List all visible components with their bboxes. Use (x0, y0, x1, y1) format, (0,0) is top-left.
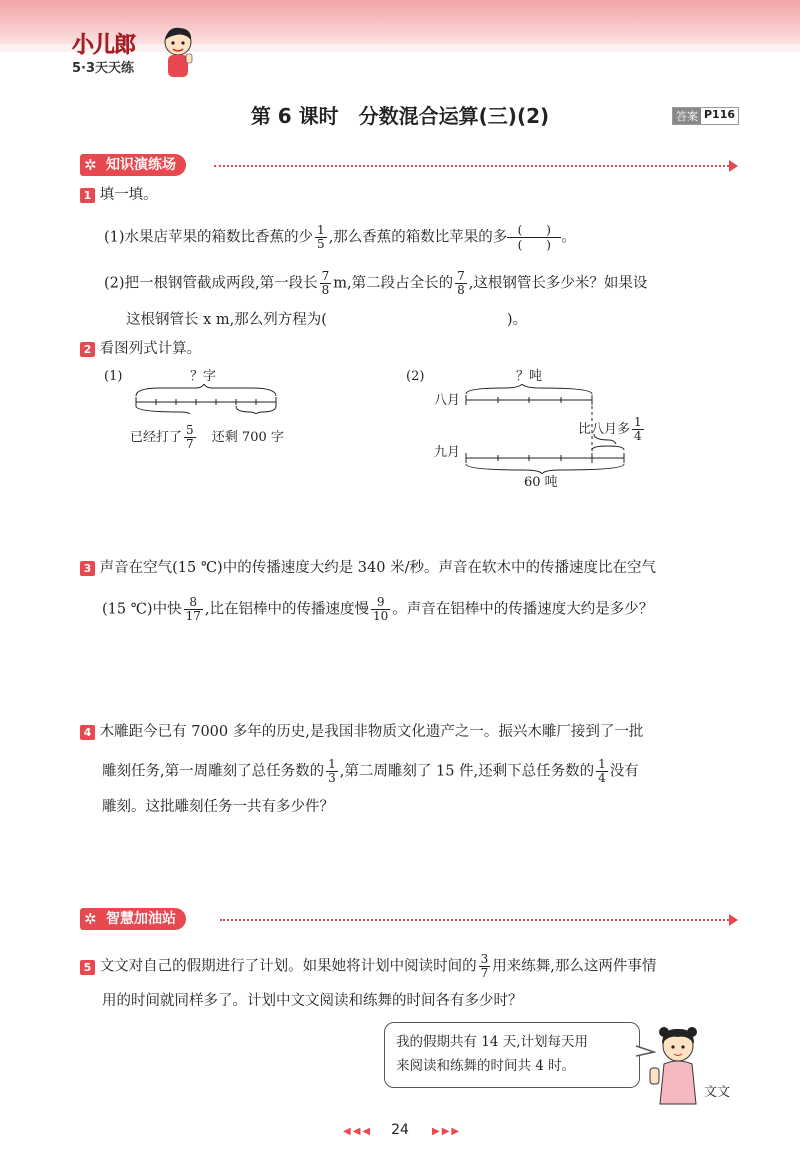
text: 这根钢管长 x m,那么列方程为( (126, 312, 327, 328)
question-text: 填一填。 (99, 187, 158, 203)
fraction (326, 758, 338, 785)
question-text: 文文对自己的假期进行了计划。如果她将计划中阅读时间的 (99, 958, 477, 975)
q5-line1 (80, 953, 656, 980)
arrow-right-icon (729, 914, 738, 926)
diagram1-label: (1) (104, 369, 123, 384)
page-number: 24 (391, 1122, 409, 1138)
answer-page: P116 (704, 108, 736, 121)
fraction (479, 953, 491, 980)
q1-stem (80, 184, 158, 206)
q2-stem (80, 338, 201, 360)
bolt-icon: ✲ (84, 910, 97, 928)
section-title-challenge: 智慧加油站 (106, 911, 176, 927)
section-header-challenge (80, 908, 186, 930)
question-text: 木雕距今已有 7000 多年的历史,是我国非物质文化遗产之一。振兴木雕厂接到了一批 (99, 724, 644, 740)
q3-line2 (102, 596, 653, 623)
brand-main: 小儿郎 (72, 33, 136, 58)
text: 。 (561, 229, 576, 246)
numerator: 7 (457, 269, 465, 283)
brand-logo (72, 28, 135, 76)
section-divider (220, 919, 729, 921)
text: )。 (506, 312, 528, 328)
numerator: 9 (371, 596, 390, 610)
question-number: 3 (80, 561, 95, 576)
denominator: 10 (373, 609, 389, 623)
numerator: 5 (186, 423, 194, 437)
numerator: 1 (328, 757, 336, 771)
answer-label: 答案 (673, 108, 701, 124)
girl-wenwen-icon (648, 1018, 706, 1108)
q1-part1 (104, 223, 576, 252)
numerator: 7 (321, 269, 330, 283)
numerator: ( ) (507, 223, 561, 238)
q1-part2-line2 (126, 309, 527, 331)
question-text: 声音在空气(15 ℃)中的传播速度大约是 340 米/秒。声音在软木中的传播速度比在空气 (99, 560, 656, 576)
diagram2-row-august: 八月 (434, 393, 461, 408)
answer-blank-fraction[interactable] (507, 223, 561, 252)
fraction (596, 758, 608, 785)
section-title-practice: 知识演练场 (106, 157, 176, 173)
text: 已经打了 (130, 430, 183, 445)
fraction (371, 596, 390, 623)
numerator: 3 (480, 952, 489, 966)
text: (1)水果店苹果的箱数比香蕉的少 (104, 229, 314, 246)
fraction (184, 424, 196, 451)
diagram1-caption (130, 424, 284, 451)
diagram2-compare (578, 416, 646, 443)
text: 比八月多 (578, 422, 631, 437)
denominator: 4 (634, 429, 642, 443)
text: ,那么香蕉的箱数比苹果的多 (328, 229, 508, 246)
answer-reference (672, 107, 739, 125)
fraction (320, 270, 332, 297)
text: ,第二周雕刻了 15 件,还剩下总任务数的 (339, 763, 595, 780)
diagram1-unknown: ？字 (190, 369, 217, 384)
text: 用来练舞,那么这两件事情 (492, 958, 657, 975)
q1-part2 (104, 270, 647, 297)
question-number: 4 (80, 725, 95, 740)
text: m,第二段占全长的 (333, 275, 454, 292)
question-number: 1 (80, 188, 95, 203)
question-text: 看图列式计算。 (99, 341, 202, 357)
text: (15 ℃)中快 (102, 601, 182, 618)
text: 还剩 700 字 (211, 430, 284, 445)
numerator: 8 (184, 596, 203, 610)
numerator: 1 (598, 757, 606, 771)
numerator: 1 (634, 415, 642, 429)
text: 雕刻任务,第一周雕刻了总任务数的 (102, 763, 325, 780)
denominator: 5 (317, 237, 325, 251)
text: ,这根钢管长多少米？如果设 (468, 275, 648, 292)
fraction (315, 224, 327, 251)
section-header-practice (80, 154, 186, 176)
denominator: 4 (598, 771, 606, 785)
mascot-boy-icon (158, 24, 198, 80)
right-arrows-icon: ▶▶▶ (432, 1126, 462, 1137)
q3-line1 (80, 557, 656, 579)
arrow-right-icon (729, 160, 738, 172)
fraction (632, 416, 644, 443)
q4-line2 (102, 758, 639, 785)
text: ,比在铝棒中的传播速度慢 (204, 601, 369, 618)
text: 没有 (609, 763, 639, 780)
text: (2)把一根钢管截成两段,第一段长 (104, 275, 318, 292)
denominator: 7 (186, 437, 194, 451)
diagram2-label: (2) (406, 369, 425, 384)
denominator: 8 (457, 283, 465, 297)
q4-line3: 雕刻。这批雕刻任务一共有多少件？ (102, 799, 334, 815)
left-arrows-icon: ◀◀◀ (343, 1126, 373, 1137)
denominator: 17 (185, 609, 201, 623)
brand-sub: 5·3天天练 (72, 61, 135, 76)
bubble-line: 我的假期共有 14 天,计划每天用 (396, 1034, 589, 1050)
bubble-line: 来阅读和练舞的时间共 4 时。 (396, 1058, 576, 1074)
speaker-name: 文文 (704, 1085, 731, 1100)
denominator: 8 (321, 283, 330, 297)
denominator: ( ) (517, 238, 551, 252)
denominator: 7 (480, 966, 489, 980)
section-divider (214, 165, 729, 167)
q4-line1 (80, 721, 643, 743)
diagram2-total: 60 吨 (524, 475, 558, 490)
question-number: 2 (80, 342, 95, 357)
q5-line2: 用的时间就同样多了。计划中文文阅读和练舞的时间各有多少时？ (102, 993, 523, 1009)
diagram2-unknown: ？吨 (516, 369, 543, 384)
denominator: 3 (328, 771, 336, 785)
numerator: 1 (317, 223, 325, 237)
diagram2-row-september: 九月 (434, 445, 461, 460)
speech-bubble-text (396, 1030, 588, 1078)
page-title: 第 6 课时 分数混合运算(三)(2) (250, 104, 550, 128)
diagram1-bar (130, 384, 280, 414)
text: 。声音在铝棒中的传播速度大约是多少？ (392, 601, 654, 618)
bolt-icon: ✲ (84, 156, 97, 174)
fraction (455, 270, 467, 297)
fraction (184, 596, 203, 623)
question-number: 5 (80, 960, 95, 975)
